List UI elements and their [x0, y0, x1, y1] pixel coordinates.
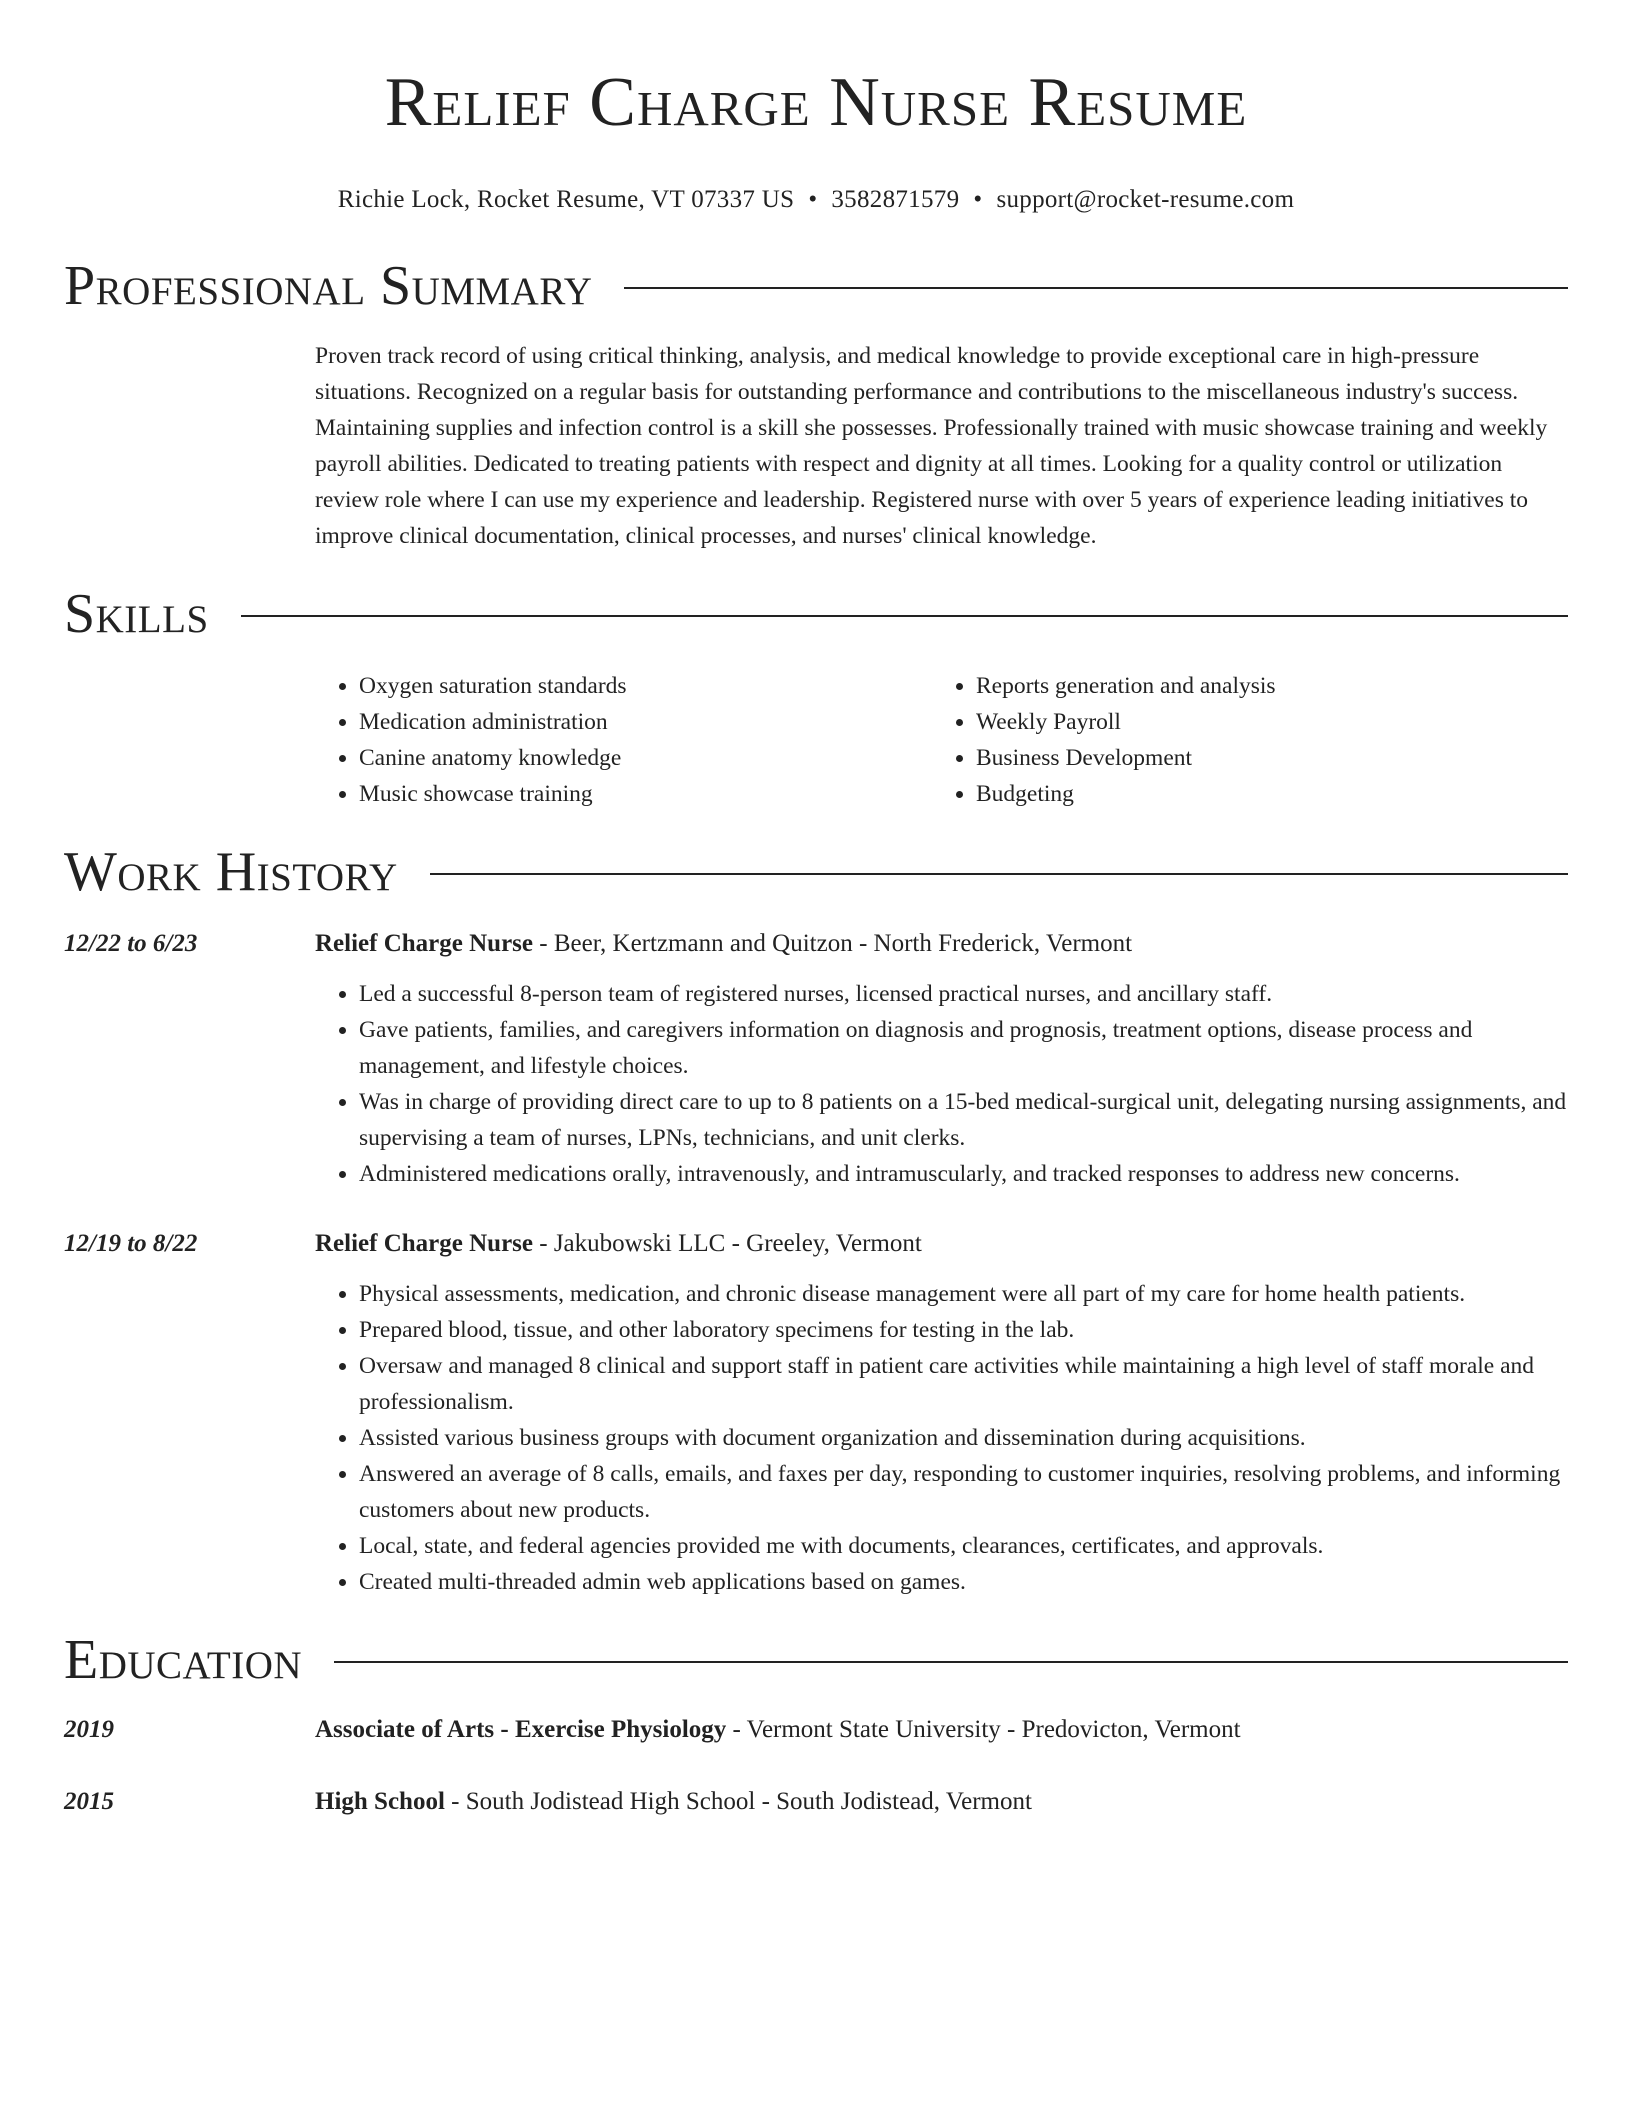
- skills-section: [64, 582, 1568, 812]
- education-details: [315, 1712, 1568, 1748]
- section-divider: [241, 615, 1568, 617]
- contact-separator: •: [808, 186, 818, 213]
- job-dates: 12/19 to 8/22: [64, 1230, 198, 1257]
- education-entry: [64, 1784, 1568, 1820]
- contact-address: Richie Lock, Rocket Resume, VT 07337 US: [337, 186, 795, 213]
- job-bullets: [315, 976, 1568, 1192]
- job-entry: [64, 926, 1568, 1192]
- job-bullet: • Prepared blood, tissue, and other laboratory specimens for testing in the lab.: [359, 1312, 1568, 1348]
- job-bullets: [315, 1276, 1568, 1600]
- skills-list: [315, 668, 1568, 812]
- education-degree: Associate of Arts - Exercise Physiology: [315, 1716, 727, 1743]
- job-bullet: • Assisted various business groups with document organization and dissemination during acquisitions.: [359, 1420, 1568, 1456]
- job-bullet: • Local, state, and federal agencies provided me with documents, clearances, certificates, and approvals.: [359, 1528, 1568, 1564]
- skill-item: • Medication administration: [359, 704, 932, 740]
- section-divider: [430, 873, 1568, 875]
- skill-item: • Weekly Payroll: [976, 704, 1549, 740]
- job-title: Relief Charge Nurse: [315, 1230, 533, 1257]
- section-header: [64, 254, 1568, 318]
- education-section: [64, 1628, 1568, 1820]
- job-bullet: • Physical assessments, medication, and chronic disease management were all part of my care for home health patients.: [359, 1276, 1568, 1312]
- job-details: [315, 1226, 1568, 1600]
- contact-line: [64, 184, 1568, 216]
- skills-heading: Skills: [64, 583, 209, 645]
- section-header: [64, 840, 1568, 904]
- resume-page: [64, 0, 1568, 1820]
- job-bullet: • Answered an average of 8 calls, emails, and faxes per day, responding to customer inquiries, resolving problems, and informing customers about new products.: [359, 1456, 1568, 1528]
- skill-item: • Canine anatomy knowledge: [359, 740, 932, 776]
- job-details: [315, 926, 1568, 1192]
- job-bullet: • Administered medications orally, intravenously, and intramuscularly, and tracked responses to address new concerns.: [359, 1156, 1568, 1192]
- education-details: [315, 1784, 1568, 1820]
- job-dates: 12/22 to 6/23: [64, 930, 198, 957]
- summary-section: [64, 254, 1568, 554]
- work-history-section: [64, 840, 1568, 1600]
- job-bullet: • Gave patients, families, and caregivers information on diagnosis and prognosis, treatment options, disease process and management, and lifestyle choices.: [359, 1012, 1568, 1084]
- education-school-location: - Vermont State University - Predovicton, Vermont: [726, 1716, 1241, 1743]
- education-year: 2019: [64, 1716, 114, 1743]
- job-title: Relief Charge Nurse: [315, 930, 533, 957]
- work-history-heading: Work History: [64, 841, 398, 903]
- education-heading: Education: [64, 1629, 303, 1691]
- contact-phone: 3582871579: [831, 186, 960, 213]
- skill-item: • Oxygen saturation standards: [359, 668, 932, 704]
- job-bullet: • Led a successful 8-person team of registered nurses, licensed practical nurses, and ancillary staff.: [359, 976, 1568, 1012]
- job-heading: [315, 1226, 1568, 1262]
- job-bullet: • Was in charge of providing direct care to up to 8 patients on a 15-bed medical-surgical unit, delegating nursing assignments, and supervising a team of nurses, LPNs, technicians, and unit clerks.: [359, 1084, 1568, 1156]
- section-divider: [624, 287, 1568, 289]
- skill-item: • Reports generation and analysis: [976, 668, 1549, 704]
- skills-column-right: [932, 668, 1549, 812]
- job-employer-location: - Beer, Kertzmann and Quitzon - North Frederick, Vermont: [533, 930, 1133, 957]
- job-heading: [315, 926, 1568, 962]
- summary-heading: Professional Summary: [64, 255, 593, 317]
- education-school-location: - South Jodistead High School - South Jodistead, Vermont: [444, 1788, 1032, 1815]
- summary-text: Proven track record of using critical thinking, analysis, and medical knowledge to provide exceptional care in high-pressure situations. Recognized on a regular basis for outstanding performance and contributions to the miscellaneous industry's success. Maintaining supplies and infection control is a skill she possesses. Professionally trained with music showcase training and weekly payroll abilities. Dedicated to treating patients with respect and dignity at all times. Looking for a quality control or utilization review role where I can use my experience and leadership. Registered nurse with over 5 years of experience leading initiatives to improve clinical documentation, clinical processes, and nurses' clinical knowledge.: [315, 343, 1548, 549]
- job-bullet: • Oversaw and managed 8 clinical and support staff in patient care activities while maintaining a high level of staff morale and professionalism.: [359, 1348, 1568, 1420]
- education-degree: High School: [315, 1788, 445, 1815]
- skills-column-left: [315, 668, 932, 812]
- resume-title: Relief Charge Nurse Resume: [384, 64, 1248, 141]
- contact-email: support@rocket-resume.com: [996, 186, 1295, 213]
- education-year: 2015: [64, 1788, 114, 1815]
- job-entry: [64, 1226, 1568, 1600]
- job-bullet: • Created multi-threaded admin web applications based on games.: [359, 1564, 1568, 1600]
- contact-separator: •: [973, 186, 983, 213]
- section-divider: [334, 1661, 1568, 1663]
- skill-item: • Music showcase training: [359, 776, 932, 812]
- skill-item: • Budgeting: [976, 776, 1549, 812]
- section-header: [64, 1628, 1568, 1692]
- education-entry: [64, 1712, 1568, 1748]
- skill-item: • Business Development: [976, 740, 1549, 776]
- job-employer-location: - Jakubowski LLC - Greeley, Vermont: [533, 1230, 922, 1257]
- section-header: [64, 582, 1568, 646]
